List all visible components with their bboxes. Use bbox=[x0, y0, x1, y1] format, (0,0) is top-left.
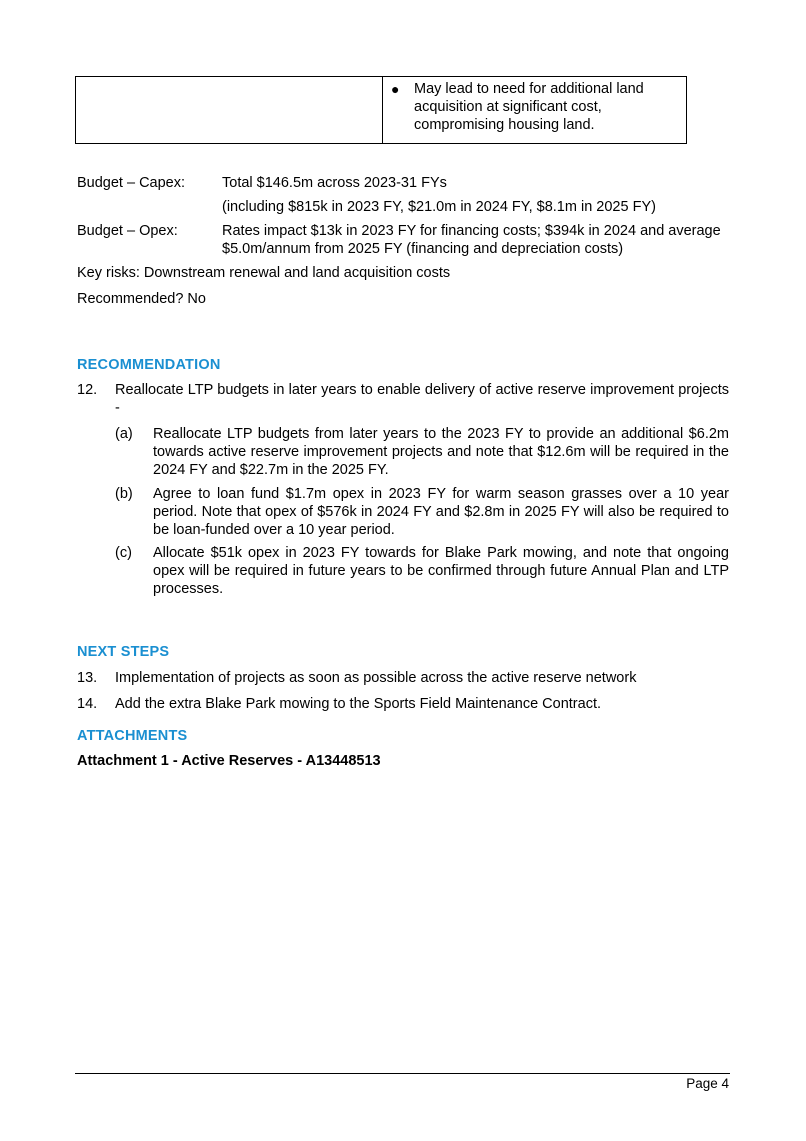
key-risks: Key risks: Downstream renewal and land acquisition costs bbox=[77, 265, 451, 281]
options-table bbox=[75, 76, 687, 144]
table-cell-bullet bbox=[383, 77, 686, 143]
table-bullet-text: May lead to need for additional land acquisition at significant cost, compromising housing land. bbox=[414, 81, 644, 133]
next-steps-heading: NEXT STEPS bbox=[77, 644, 170, 660]
attachments-heading: ATTACHMENTS bbox=[77, 728, 188, 744]
recommendation-subitem-c bbox=[115, 544, 729, 598]
item-number: 13. bbox=[77, 670, 98, 686]
budget-opex-value: Rates impact $13k in 2023 FY for financing costs; $394k in 2024 and average $5.0m/annum from 2025 FY (financing and depreciation costs) bbox=[222, 223, 721, 257]
subitem-text: Allocate $51k opex in 2023 FY towards for Blake Park mowing, and note that ongoing opex will be required in future years to be confirmed through future Annual Plan and LTP processes. bbox=[153, 545, 729, 597]
next-steps-item-13 bbox=[77, 669, 729, 687]
recommendation-heading: RECOMMENDATION bbox=[77, 357, 221, 373]
item-text: Implementation of projects as soon as possible across the active reserve network bbox=[115, 670, 637, 686]
recommended-status: Recommended? No bbox=[77, 291, 206, 307]
attachment-link[interactable]: Attachment 1 - Active Reserves - A13448513 bbox=[77, 753, 381, 769]
budget-opex-row bbox=[77, 222, 737, 258]
budget-capex-label: Budget – Capex: bbox=[77, 175, 186, 191]
budget-capex-detail-row bbox=[77, 198, 737, 216]
recommendation-subitem-b bbox=[115, 485, 729, 539]
page-number: Page 4 bbox=[686, 1076, 729, 1091]
subitem-text: Reallocate LTP budgets from later years to the 2023 FY to provide an additional $6.2m towards active reserve improvement projects and note that $12.6m will be required in the 2024 FY and $22.7m in the 2025 FY. bbox=[153, 426, 729, 478]
budget-opex-label: Budget – Opex: bbox=[77, 223, 178, 239]
next-steps-item-14 bbox=[77, 695, 729, 713]
subitem-mark: (b) bbox=[115, 486, 133, 502]
budget-capex-value: Total $146.5m across 2023-31 FYs bbox=[222, 175, 447, 191]
footer-divider bbox=[75, 1073, 730, 1074]
item-text: Add the extra Blake Park mowing to the Sports Field Maintenance Contract. bbox=[115, 696, 601, 712]
budget-capex-detail: (including $815k in 2023 FY, $21.0m in 2024 FY, $8.1m in 2025 FY) bbox=[222, 199, 656, 215]
budget-capex-row bbox=[77, 174, 737, 192]
subitem-text: Agree to loan fund $1.7m opex in 2023 FY for warm season grasses over a 10 year period. Note that opex of $576k in 2024 FY and $2.8m in 2025 FY will also be required to be loan-funded over a 10 year period. bbox=[153, 486, 729, 538]
subitem-mark: (a) bbox=[115, 426, 133, 442]
recommendation-subitem-a bbox=[115, 425, 729, 479]
recommendation-item-12 bbox=[77, 381, 729, 417]
table-cell-empty bbox=[76, 77, 383, 143]
item-number: 12. bbox=[77, 382, 98, 398]
subitem-mark: (c) bbox=[115, 545, 132, 561]
item-number: 14. bbox=[77, 696, 98, 712]
bullet-icon: ● bbox=[391, 81, 400, 97]
item-text: Reallocate LTP budgets in later years to enable delivery of active reserve improvement projects - bbox=[115, 382, 729, 416]
